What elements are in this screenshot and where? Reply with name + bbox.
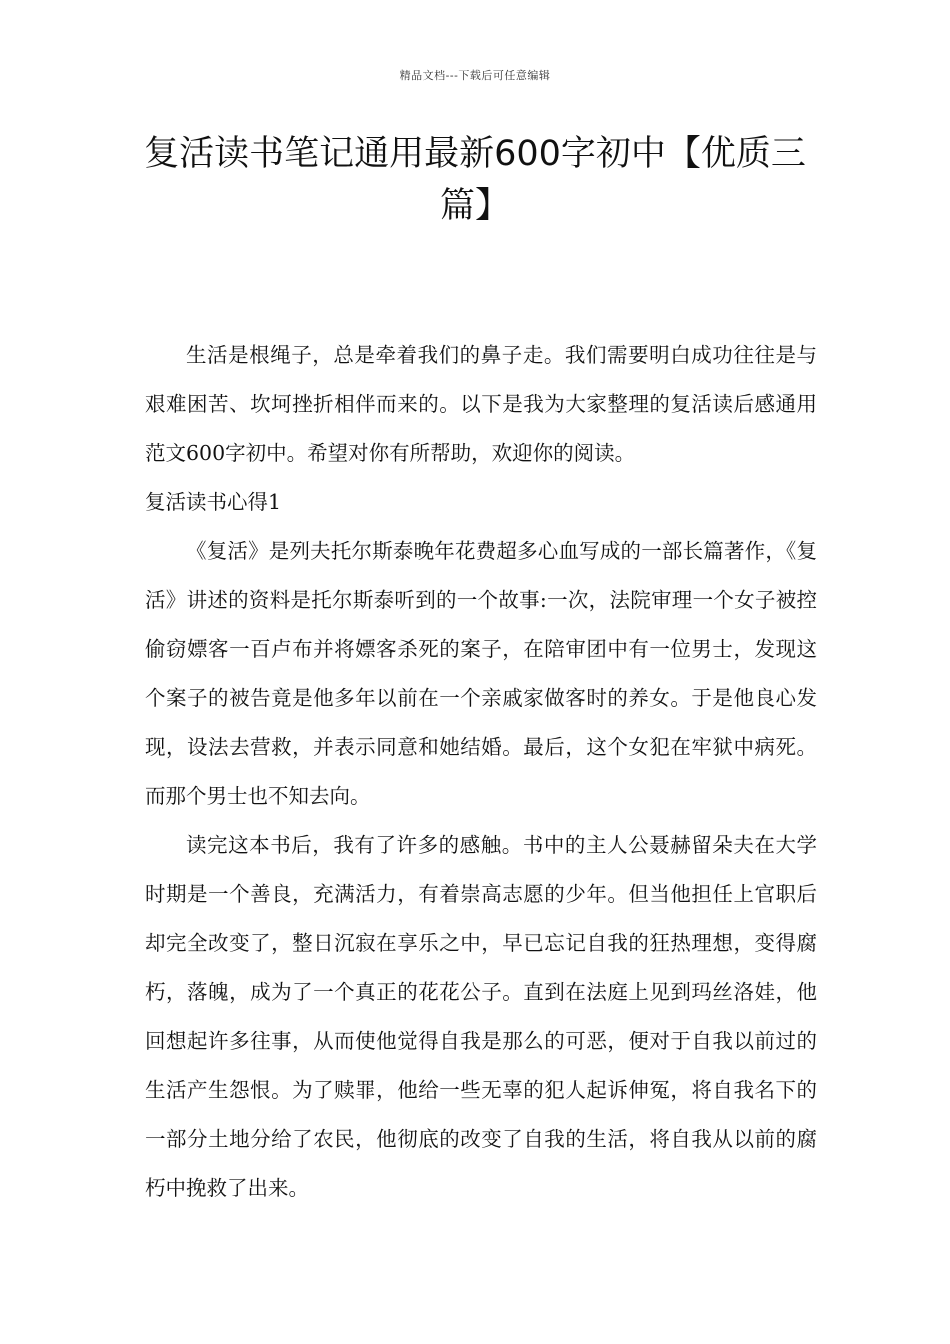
body-paragraph-1: 《复活》是列夫托尔斯泰晚年花费超多心血写成的一部长篇著作，《复活》讲述的资料是托尔斯泰听到的一个故事:一次，法院审理一个女子被控偷窃嫖客一百卢布并将嫖客杀死的案子，在陪审团中有一位男士，发现这个案子的被告竟是他多年以前在一个亲戚家做客时的养女。于是他良心发现，设法去营救，并表示同意和她结婚。最后，这个女犯在牢狱中病死。而那个男士也不知去向。 <box>145 539 817 808</box>
document-body <box>145 331 817 1213</box>
intro-paragraph: 生活是根绳子，总是牵着我们的鼻子走。我们需要明白成功往往是与艰难困苦、坎坷挫折相伴而来的。以下是我为大家整理的复活读后感通用范文600字初中。希望对你有所帮助，欢迎你的阅读。 <box>145 343 817 465</box>
section-heading: 复活读书心得1 <box>145 490 282 514</box>
header-note: 精品文档---下载后可任意编辑 <box>399 69 551 82</box>
body-paragraph-2: 读完这本书后，我有了许多的感触。书中的主人公聂赫留朵夫在大学时期是一个善良，充满活力，有着崇高志愿的少年。但当他担任上官职后却完全改变了，整日沉寂在享乐之中，早已忘记自我的狂热理想，变得腐朽，落魄，成为了一个真正的花花公子。直到在法庭上见到玛丝洛娃，他回想起许多往事，从而使他觉得自我是那么的可恶，便对于自我以前过的生活产生怨恨。为了赎罪，他给一些无辜的犯人起诉伸冤，将自我名下的一部分土地分给了农民，他彻底的改变了自我的生活，将自我从以前的腐朽中挽救了出来。 <box>145 833 817 1200</box>
document-title: 复活读书笔记通用最新600字初中【优质三篇】 <box>144 134 806 226</box>
